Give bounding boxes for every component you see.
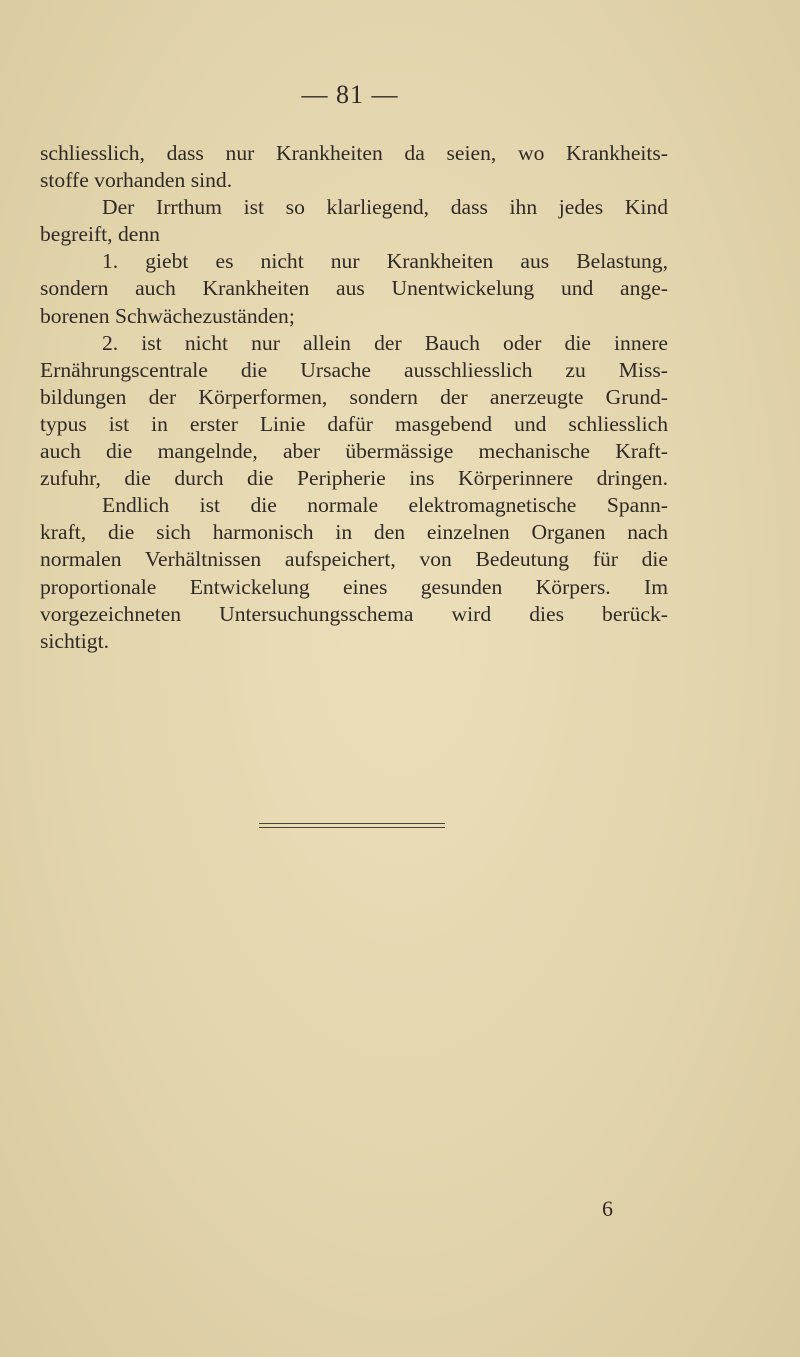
- text-line: typus ist in erster Linie dafür masgebend und schliesslich: [40, 411, 668, 436]
- body-text: [40, 140, 668, 655]
- signature-mark: 6: [602, 1196, 613, 1221]
- section-divider: [259, 823, 445, 828]
- page-number: — 81 —: [301, 80, 399, 109]
- text-line: borenen Schwächezuständen;: [40, 303, 295, 328]
- text-line: sichtigt.: [40, 628, 109, 653]
- text-line: normalen Verhältnissen aufspeichert, von Bedeutung für die: [40, 547, 668, 572]
- text-line: vorgezeichneten Untersuchungsschema wird dies berück-: [40, 601, 668, 626]
- text-line: Der Irrthum ist so klarliegend, dass ihn jedes Kind: [102, 195, 668, 220]
- text-line: 2. ist nicht nur allein der Bauch oder die innere: [102, 330, 668, 355]
- text-line: auch die mangelnde, aber übermässige mechanische Kraft-: [40, 439, 668, 464]
- text-line: stoffe vorhanden sind.: [40, 168, 233, 193]
- text-line: kraft, die sich harmonisch in den einzelnen Organen nach: [40, 520, 668, 545]
- text-line: zufuhr, die durch die Peripherie ins Körperinnere dringen.: [40, 466, 668, 491]
- text-line: Ernährungscentrale die Ursache ausschliesslich zu Miss-: [40, 357, 668, 382]
- text-line: 1. giebt es nicht nur Krankheiten aus Belastung,: [102, 249, 668, 274]
- text-line: sondern auch Krankheiten aus Unentwickelung und ange-: [40, 276, 668, 301]
- text-line: bildungen der Körperformen, sondern der anerzeugte Grund-: [40, 384, 668, 409]
- text-line: schliesslich, dass nur Krankheiten da seien, wo Krankheits-: [40, 141, 668, 165]
- text-line: begreift, denn: [40, 222, 160, 247]
- text-line: proportionale Entwickelung eines gesunden Körpers. Im: [40, 574, 668, 599]
- text-line: Endlich ist die normale elektromagnetische Spann-: [102, 493, 668, 518]
